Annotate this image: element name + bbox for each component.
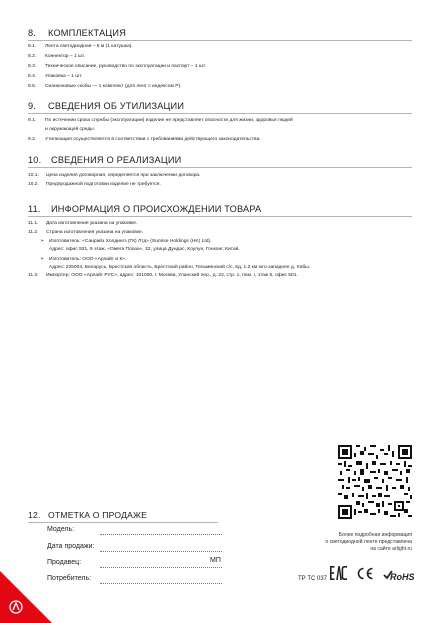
arlight-logo-icon [8, 599, 24, 615]
list-item: 11.1. Дата изготовления указана на упаковке. [28, 221, 138, 226]
arrow-bullet-icon: ➢ [40, 256, 45, 262]
tr-ts-mark: ТР ТС 037 [298, 576, 328, 582]
list-item-continuation: и окружающей среды. [45, 127, 96, 132]
model-label: Модель: [47, 526, 75, 533]
section-11-rule [28, 216, 412, 217]
list-item: 8.5. Силиконовые скобы — 1 комплект (для лент с индексом P). [28, 84, 182, 89]
manufacturer-address: Адрес: 225003, Беларусь, Брестская область, Брестский район, Тельминский с/с, 6д, 1.2 км юго-западнее д. Хабы. [49, 265, 311, 270]
arrow-bullet-icon: ➢ [40, 238, 45, 244]
sale-date-label: Дата продажи: [47, 543, 95, 550]
section-10-rule [28, 167, 412, 168]
list-item: 8.4. Упаковка – 1 шт. [28, 74, 83, 79]
list-item: 10.2. Предпродажной подготовки изделие не требуется. [28, 182, 161, 187]
buyer-label: Потребитель: [47, 575, 92, 582]
brand-corner [0, 571, 52, 623]
list-item: 11.3. Импортер: ООО «Арлайт РУС», адрес: 101000, г. Москва, Уланский пер., д. 22, стр. 1, пом. I, этаж 5, офис 501. [28, 273, 298, 278]
seller-field[interactable] [100, 567, 222, 568]
svg-text:RoHS: RoHS [390, 572, 414, 582]
model-field[interactable] [100, 534, 222, 535]
manufacturer-item: ➢ Изготовитель: «Санрайз Холдингз (ГК) Лтд» (Sunrise Holdings (HK) Ltd). [40, 238, 212, 244]
section-12-title: 12. ОТМЕТКА О ПРОДАЖЕ [28, 510, 148, 520]
rohs-mark-icon [382, 566, 414, 582]
section-9-title: 9. СВЕДЕНИЯ ОБ УТИЛИЗАЦИИ [28, 101, 185, 111]
section-8-title: 8. КОМПЛЕКТАЦИЯ [28, 28, 127, 38]
section-11-title: 11. ИНФОРМАЦИЯ О ПРОИСХОЖДЕНИИ ТОВАРА [28, 204, 262, 214]
list-item: 8.1. Лента светодиодная – 5 м (1 катушка). [28, 44, 133, 49]
eac-mark-icon [330, 566, 347, 580]
list-item: 9.1. По истечении срока службы (эксплуатации) изделие не представляет опасности для жизни, здоровья людей [28, 118, 293, 123]
manufacturer-item: ➢ Изготовитель: ООО «Арлайт и К». [40, 256, 127, 262]
section-12-rule [28, 522, 218, 523]
sale-date-field[interactable] [100, 551, 222, 552]
list-item: 8.2. Коннектор – 1 шт. [28, 54, 86, 59]
section-8-rule [28, 40, 412, 41]
qr-code[interactable] [338, 445, 412, 519]
list-item: 8.3. Техническое описание, руководство по эксплуатации и паспорт – 1 шт. [28, 64, 206, 69]
more-info-note: Более подробная информация о светодиодной ленте представлена на сайте arlight.ru [325, 532, 412, 552]
section-10-title: 10. СВЕДЕНИЯ О РЕАЛИЗАЦИИ [28, 155, 182, 165]
list-item: 10.1. Цена изделия договорная, определяется при заключении договора. [28, 173, 201, 178]
section-9-rule [28, 113, 412, 114]
buyer-field[interactable] [100, 583, 222, 584]
ce-mark-icon [356, 567, 374, 580]
manufacturer-address: Адрес: офис 921, 9 этаж, «Омега Плаза», 32, улица Дундас, Коулун, Гонконг, Китай. [49, 247, 240, 252]
seal-placeholder: МП [210, 557, 221, 564]
list-item: 9.2. Утилизация осуществляется в соответствии с требованиями действующего законодательства. [28, 137, 261, 142]
list-item: 11.2. Страна изготовления указана на упаковке. [28, 230, 144, 235]
seller-label: Продавец: [47, 559, 82, 566]
